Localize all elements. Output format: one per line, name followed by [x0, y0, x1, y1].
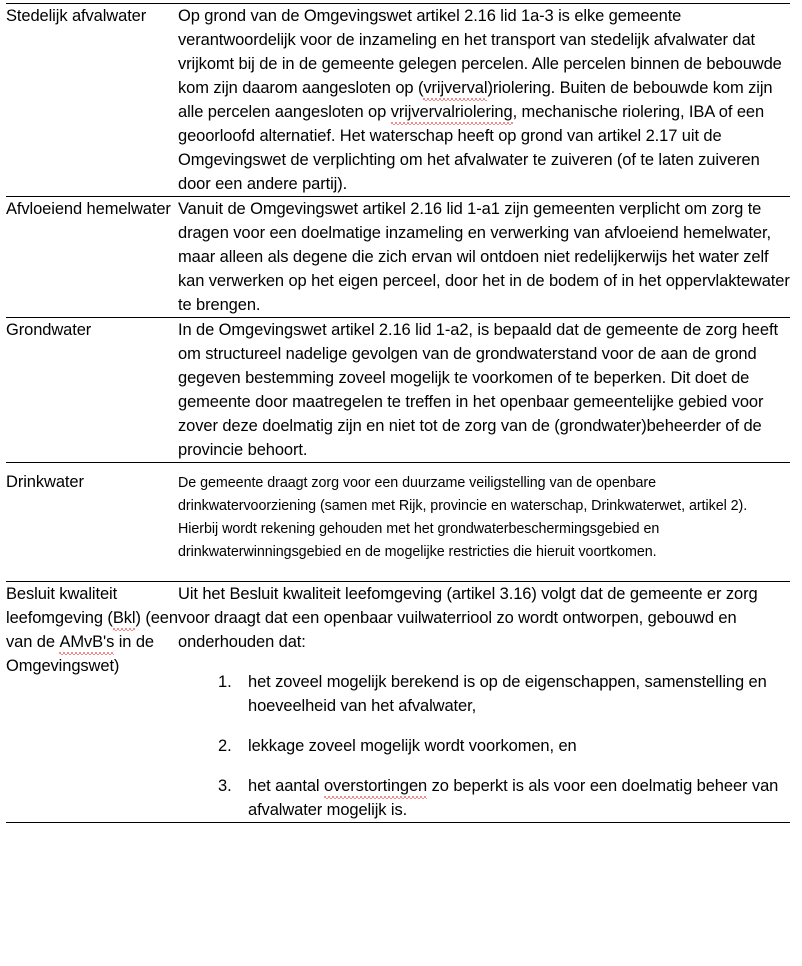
- zorgplicht-table: [6, 3, 790, 823]
- spellcheck-underlined-word: Bkl: [113, 606, 136, 630]
- table-row-bkl: [6, 581, 790, 822]
- spellcheck-underlined-word: overstortingen: [324, 774, 427, 798]
- term-label: Drinkwater: [6, 473, 84, 491]
- list-item: lekkage zoveel mogelijk wordt voorkomen, en: [248, 736, 577, 755]
- spellcheck-underlined-word: vrijvervalriolering: [391, 100, 513, 124]
- table-row-stedelijk-afvalwater: [6, 4, 790, 197]
- description-paragraph: De gemeente draagt zorg voor een duurzame veiligstelling van de openbare drinkwatervoorziening (samen met Rijk, provincie en waterschap, Drinkwaterwet, artikel 2). Hierbij wordt rekening gehouden met het grondwaterbeschermingsgebied en drinkwaterwinningsgebied en de mogelijke restricties die hieruit voortkomen.: [178, 475, 748, 561]
- term-cell-stedelijk-afvalwater: [6, 4, 178, 197]
- bkl-requirements-list: [178, 670, 790, 822]
- term-label: Besluit kwaliteit leefomgeving (Bkl) (een van de AMvB's in de Omgevingswet): [6, 584, 178, 675]
- table-row-afvloeiend-hemelwater: [6, 197, 790, 318]
- list-item: het zoveel mogelijk berekend is op de eigenschappen, samenstelling en hoeveelheid van het afvalwater,: [248, 672, 767, 715]
- list-item: het aantal overstortingen zo beperkt is als voor een doelmatig beheer van afvalwater mogelijk is.: [178, 774, 790, 822]
- term-cell-bkl: [6, 581, 178, 822]
- table-row-grondwater: [6, 318, 790, 463]
- term-cell-grondwater: [6, 318, 178, 463]
- description-paragraph: Op grond van de Omgevingswet artikel 2.16 lid 1a-3 is elke gemeente verantwoordelijk voor de inzameling en het transport van stedelijk afvalwater dat vrijkomt bij de in de gemeente gelegen percelen. Alle percelen binnen de bebouwde kom zijn daarom aangesloten op (vrijverval)riolering. Buiten de bebouwde kom zijn alle percelen aangesloten op vrijvervalriolering, mechanische riolering, IBA of een geoorloofd alternatief. Het waterschap heeft op grond van artikel 2.17 uit de Omgevingswet de verplichting om het afvalwater te zuiveren (of te laten zuiveren door een andere partij).: [178, 7, 782, 193]
- term-cell-drinkwater: [6, 463, 178, 582]
- description-cell-afvloeiend-hemelwater: [178, 197, 790, 318]
- spellcheck-underlined-word: AMvB's: [59, 630, 114, 654]
- description-cell-drinkwater: [178, 463, 790, 582]
- description-cell-grondwater: [178, 318, 790, 463]
- description-cell-bkl: [178, 581, 790, 822]
- description-paragraph: In de Omgevingswet artikel 2.16 lid 1-a2, is bepaald dat de gemeente de zorg heeft om structureel nadelige gevolgen van de grondwaterstand voor de aan de grond gegeven bestemming zoveel mogelijk te voorkomen of te beperken. Dit doet de gemeente door maatregelen te treffen in het openbaar gemeentelijke gebied voor zover deze doelmatig zijn en niet tot de zorg van de (grondwater)beheerder of de provincie behoort.: [178, 321, 778, 459]
- description-paragraph: Vanuit de Omgevingswet artikel 2.16 lid 1-a1 zijn gemeenten verplicht om zorg te dragen voor een doelmatige inzameling en verwerking van afvloeiend hemelwater, maar alleen als degene die zich ervan wil ontdoen niet redelijkerwijs het water zelf kan verwerken op het eigen perceel, door het in de bodem of in het oppervlaktewater te brengen.: [178, 200, 790, 314]
- table-body: [6, 4, 790, 823]
- term-label: Grondwater: [6, 321, 92, 339]
- table-row-drinkwater: [6, 463, 790, 582]
- description-intro-paragraph: Uit het Besluit kwaliteit leefomgeving (artikel 3.16) volgt dat de gemeente er zorg voor draagt dat een openbaar vuilwaterriool zo wordt ontworpen, gebouwd en onderhouden dat:: [178, 584, 758, 651]
- description-cell-stedelijk-afvalwater: [178, 4, 790, 197]
- term-cell-afvloeiend-hemelwater: [6, 197, 178, 318]
- spellcheck-underlined-word: vrijverval: [423, 76, 487, 100]
- term-label: Stedelijk afvalwater: [6, 7, 147, 25]
- term-label: Afvloeiend hemelwater: [6, 200, 171, 218]
